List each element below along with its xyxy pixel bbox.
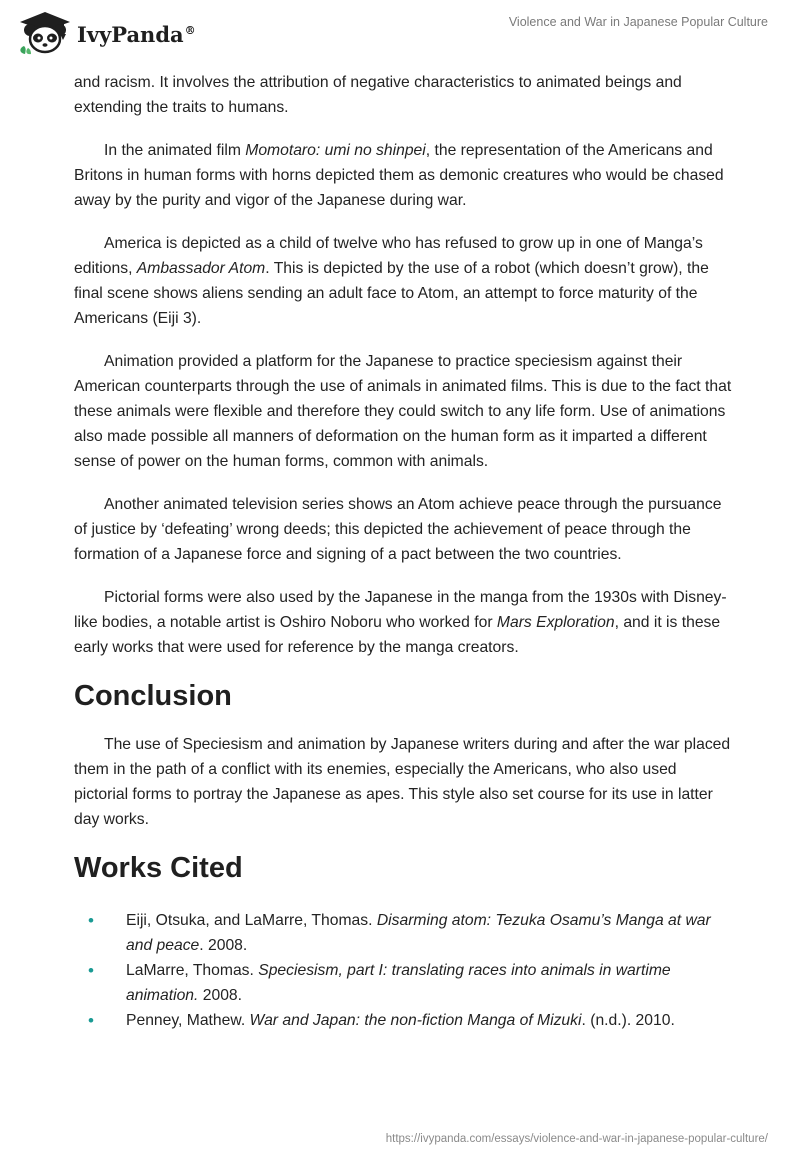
text-run: Pictorial forms were also used by the Japanese in the manga from the 1930s with Disney-like bodies, a notable artist is Oshiro Noboru who worked for (74, 589, 727, 631)
citation-item (88, 958, 711, 1008)
citation-item (88, 908, 711, 958)
text-run: America is depicted as a child of twelve who has refused to grow up in one of Manga’s editions, (74, 235, 703, 277)
text-run: Penney, Mathew. (126, 1012, 250, 1029)
italic-title: War and Japan: the non-fiction Manga of Mizuki (249, 1012, 582, 1029)
italic-title: Speciesism, part I: translating races into animals in wartime animation. (126, 962, 671, 1004)
source-url[interactable]: https://ivypanda.com/essays/violence-and-war-in-japanese-popular-culture/ (385, 1133, 768, 1145)
panda-graduate-icon (16, 10, 74, 56)
italic-title: Mars Exploration (496, 614, 615, 631)
conclusion-section (74, 732, 734, 832)
paragraph (74, 585, 734, 660)
conclusion-heading: Conclusion (74, 680, 232, 712)
text-run: 2008. (198, 987, 243, 1004)
italic-title: Disarming atom: Tezuka Osamu’s Manga at war and peace (126, 912, 711, 954)
text-run: . (n.d.). 2010. (581, 1012, 675, 1029)
text-run: Animation provided a platform for the Japanese to practice speciesism against their American counterparts through the use of animals in animated films. This is due to the fact that these animals were flexible and therefore they could switch to any life form. Use of animations also made possible all manners of deformation on the human form as it imparted a different sense of power on the human forms, common with animals. (74, 353, 732, 470)
text-run: . 2008. (199, 937, 248, 954)
paragraph (74, 231, 734, 331)
bullet-icon: • (88, 911, 94, 930)
text-run: and racism. It involves the attribution of negative characteristics to animated beings and extending the traits to humans. (74, 74, 682, 116)
paragraph (74, 349, 734, 474)
text-run: , the representation of the Americans and Britons in human forms with horns depicted them as demonic creatures who would be chased away by the purity and vigor of the Japanese during war. (74, 142, 724, 209)
document-title: Violence and War in Japanese Popular Culture (508, 15, 768, 29)
conclusion-paragraph (74, 732, 734, 832)
text-run: Eiji, Otsuka, and LaMarre, Thomas. (126, 912, 377, 929)
text-run: In the animated film (104, 142, 246, 159)
italic-title: Ambassador Atom (136, 260, 266, 277)
works-cited-heading: Works Cited (74, 852, 243, 884)
text-run: , and it is these early works that were used for reference by the manga creators. (74, 614, 721, 656)
page-header (0, 0, 800, 66)
citation-item (88, 1008, 711, 1033)
paragraph (74, 138, 734, 213)
text-run: LaMarre, Thomas. (126, 962, 259, 979)
bullet-icon: • (88, 961, 94, 980)
italic-title: Momotaro: umi no shinpei (245, 142, 426, 159)
text-run: Another animated television series shows an Atom achieve peace through the pursuance of justice by ‘defeating’ wrong deeds; this depicted the achievement of peace through the formation of a Japanese force and signing of a pact between the two countries. (74, 496, 722, 563)
bullet-icon: • (88, 1011, 94, 1030)
essay-body (74, 70, 734, 1033)
paragraph (74, 492, 734, 567)
brand-name: IvyPanda® (77, 21, 196, 47)
body-paragraphs (74, 70, 734, 660)
works-cited-list (74, 908, 734, 1033)
text-run: . This is depicted by the use of a robot (which doesn’t grow), the final scene shows aliens sending an adult face to Atom, an attempt to force maturity of the Americans (Eiji 3). (74, 260, 709, 327)
paragraph (74, 70, 734, 120)
text-run: The use of Speciesism and animation by Japanese writers during and after the war placed them in the path of a conflict with its enemies, especially the Americans, who also used pictorial forms to portray the Japanese as apes. This style also set course for its use in latter day works. (74, 736, 731, 828)
ivypanda-logo[interactable] (16, 10, 196, 56)
